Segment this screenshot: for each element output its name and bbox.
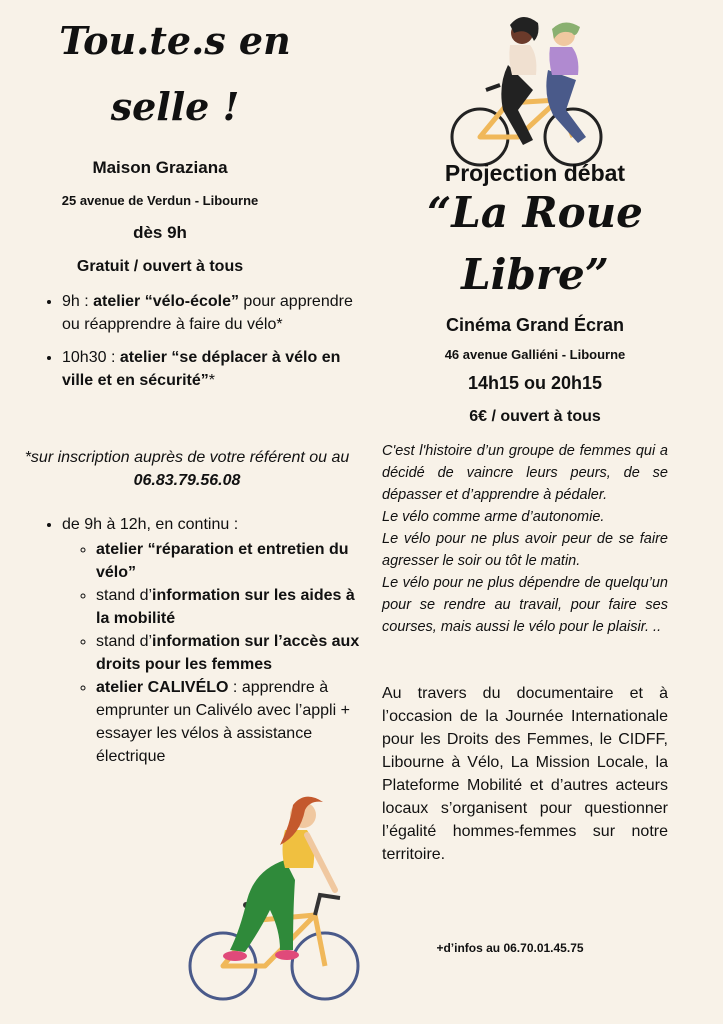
synopsis-line: C'est l'histoire d’un groupe de femmes qui a décidé de vaincre leurs peurs, de se dépasser et d’apprendre à pédaler. (382, 443, 668, 503)
item-desc: pour apprendre ou réapprendre à faire du vélo* (62, 293, 353, 333)
sub-item (96, 584, 362, 630)
sub-item (96, 538, 362, 584)
synopsis-line: Le vélo pour ne plus dépendre de quelqu’un pour se rendre au travail, pour faire ses courses, mais aussi le vélo pour le plaisir. .. (382, 575, 668, 635)
item-title: atelier “se déplacer à vélo en ville et en sécurité” (62, 349, 341, 389)
sub-item-title: atelier “réparation et entretien du vélo” (96, 541, 349, 581)
cinema-address: 46 avenue Galliéni - Libourne (444, 347, 626, 362)
screening-times: 14h15 ou 20h15 (467, 373, 603, 393)
continuous-label: de 9h à 12h, en continu : (62, 516, 239, 533)
event-type: Projection débat (444, 160, 626, 186)
registration-note (22, 446, 352, 492)
item-time: 10h30 : (62, 349, 120, 366)
sub-item-title: information sur l’accès aux droits pour les femmes (96, 633, 360, 673)
workshop-list (40, 290, 357, 392)
venue-name: Maison Graziana (92, 158, 228, 177)
item-time: 9h : (62, 293, 94, 310)
description: Au travers du documentaire et à l’occasion de la Journée Internationale pour les Droits des Femmes, le CIDFF, Libourne à Vélo, La Mission Locale, la Plateforme Mobilité et d’autres acteurs locaux s’organisent pour questionner l’égalité hommes-femmes sur notre territoire. (382, 685, 668, 863)
list-item (62, 346, 357, 392)
item-title: atelier “vélo-école” (93, 293, 239, 310)
venue-address: 25 avenue de Verdun - Libourne (61, 193, 259, 208)
continuous-list (40, 513, 362, 768)
note-phone: 06.83.79.56.08 (133, 472, 241, 489)
main-title-line2: selle ! (110, 84, 240, 129)
sub-item-pre: stand d’ (96, 587, 153, 604)
start-time: dès 9h (133, 223, 187, 242)
sub-list (62, 538, 362, 768)
sub-item-pre: stand d’ (96, 633, 153, 650)
cinema-name: Cinéma Grand Écran (445, 315, 625, 335)
sub-item-title: information sur les aides à la mobilité (96, 587, 355, 627)
main-title-line1: Tou.te.s en (59, 18, 291, 63)
synopsis (382, 440, 668, 638)
synopsis-line: Le vélo comme arme d’autonomie. (382, 509, 605, 525)
sub-item (96, 630, 362, 676)
tandem-cyclists-illustration (448, 15, 608, 170)
film-title-line2: Libre” (461, 250, 609, 299)
item-desc: * (208, 372, 215, 389)
info-phone: +d’infos au 06.70.01.45.75 (436, 941, 584, 955)
cyclist-illustration (185, 790, 365, 1010)
sub-item-title: atelier CALIVÉLO (96, 679, 229, 696)
left-price: Gratuit / ouvert à tous (76, 258, 244, 275)
sub-item-post: : apprendre à emprunter un Calivélo avec l’appli + essayer les vélos à assistance électrique (96, 679, 350, 765)
sub-item (96, 676, 362, 768)
list-item (62, 513, 362, 768)
film-title-line1: “La Roue (427, 188, 643, 237)
list-item (62, 290, 357, 336)
right-price: 6€ / ouvert à tous (469, 408, 601, 425)
note-text: *sur inscription auprès de votre référent ou au (24, 449, 350, 466)
synopsis-line: Le vélo pour ne plus avoir peur de se faire agresser le soir ou tôt le matin. (382, 531, 668, 569)
